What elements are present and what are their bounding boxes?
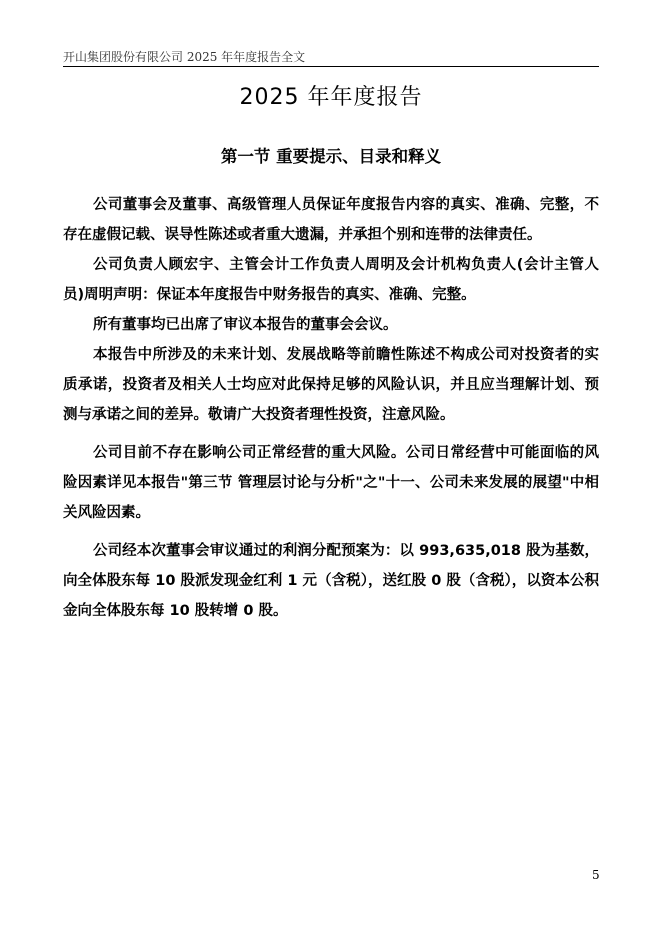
paragraph-profit-distribution: 公司经本次董事会审议通过的利润分配预案为：以 993,635,018 股为基数，向全体股东每 10 股派发现金红利 1 元（含税），送红股 0 股（含税），以资本公积金向全体股东每 10 股转增 0 股。: [63, 543, 599, 619]
paragraph-board-guarantee: 公司董事会及董事、高级管理人员保证年度报告内容的真实、准确、完整，不存在虚假记载、误导性陈述或者重大遗漏，并承担个别和连带的法律责任。: [63, 197, 599, 243]
paragraph-responsible-persons: 公司负责人顾宏宇、主管会计工作负责人周明及会计机构负责人(会计主管人员)周明声明：保证本年度报告中财务报告的真实、准确、完整。: [63, 257, 599, 303]
body-text: [63, 190, 599, 626]
page-number: 5: [592, 868, 600, 882]
paragraph-risk: 公司目前不存在影响公司正常经营的重大风险。公司日常经营中可能面临的风险因素详见本报告"第三节 管理层讨论与分析"之"十一、公司未来发展的展望"中相关风险因素。: [63, 445, 599, 521]
running-header: 开山集团股份有限公司 2025 年年度报告全文: [63, 50, 306, 64]
section-title: 第一节 重要提示、目录和释义: [220, 147, 442, 166]
paragraph-forward-looking: 本报告中所涉及的未来计划、发展战略等前瞻性陈述不构成公司对投资者的实质承诺，投资者及相关人士均应对此保持足够的风险认识，并且应当理解计划、预测与承诺之间的差异。敬请广大投资者理性投资，注意风险。: [63, 347, 599, 423]
header-rule: [63, 66, 599, 67]
paragraph-directors-attendance: 所有董事均已出席了审议本报告的董事会会议。: [93, 317, 398, 333]
document-title: 2025 年年度报告: [239, 85, 423, 110]
